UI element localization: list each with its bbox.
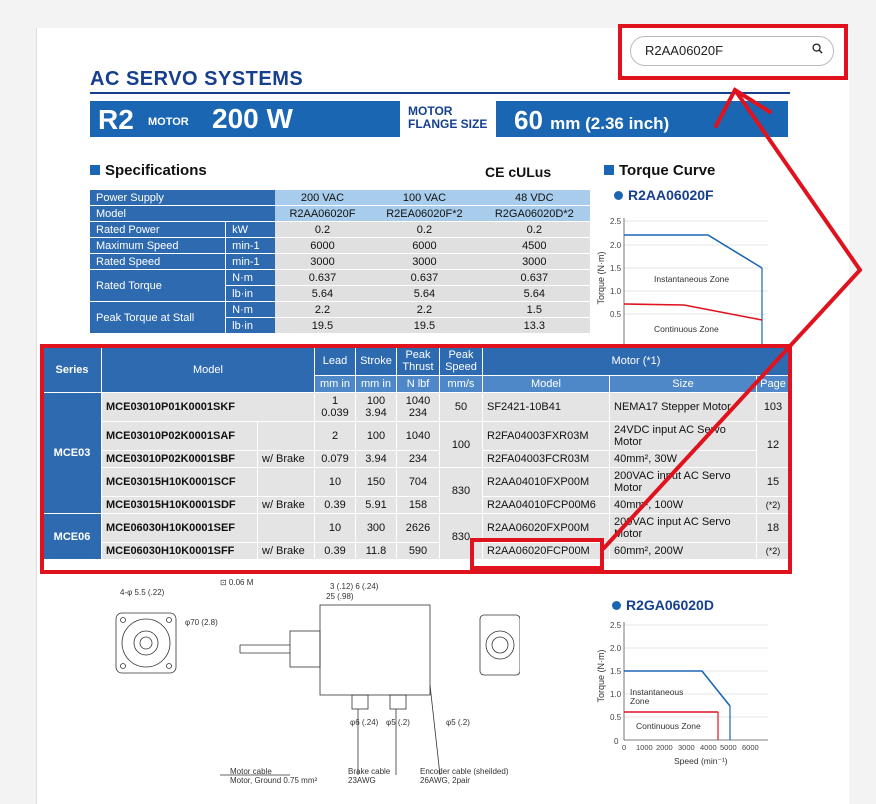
svg-text:6000: 6000 xyxy=(742,743,759,752)
svg-text:⊡ 0.06 M: ⊡ 0.06 M xyxy=(220,578,254,587)
model-cell: MCE06030H10K0001SFF xyxy=(102,543,258,560)
lead-cell: 10 xyxy=(315,514,356,543)
svg-text:4000: 4000 xyxy=(700,743,717,752)
spec-value: 48 VDC xyxy=(479,190,590,206)
spec-value: 1.5 xyxy=(479,302,590,318)
spec-unit: lb·in xyxy=(226,286,275,302)
flange-size: 60 mm (2.36 inch) xyxy=(514,105,670,135)
lead-cell: 10 xyxy=(315,468,356,497)
dimension-drawing xyxy=(90,575,520,795)
size-cell: 40mm², 30W xyxy=(610,451,757,468)
spec-value: 3000 xyxy=(275,254,371,270)
page-title: AC SERVO SYSTEMS xyxy=(90,68,304,90)
svg-text:0: 0 xyxy=(614,737,619,746)
spec-label: Rated Torque xyxy=(90,270,226,302)
size-cell: 40mm², 100W xyxy=(610,497,757,514)
svg-text:0.5: 0.5 xyxy=(610,713,622,722)
lead-cell: 0.39 xyxy=(315,543,356,560)
chart1-title: R2AA06020F xyxy=(614,187,714,203)
brake-cell: w/ Brake xyxy=(258,451,315,468)
spec-value: 4500 xyxy=(479,238,590,254)
spec-value: 13.3 xyxy=(479,318,590,334)
page-cell: 15 xyxy=(757,468,790,497)
unit-thrust: N lbf xyxy=(397,376,440,393)
series-cell: MCE03 xyxy=(43,393,102,514)
spec-value: 5.64 xyxy=(275,286,371,302)
stroke-cell: 11.8 xyxy=(356,543,397,560)
stroke-cell: 3.94 xyxy=(356,451,397,468)
spec-label: Power Supply xyxy=(90,190,275,206)
svg-text:0: 0 xyxy=(622,743,627,752)
col-stroke: Stroke xyxy=(356,347,397,376)
svg-text:3000: 3000 xyxy=(678,743,695,752)
spec-label: Peak Torque at Stall xyxy=(90,302,226,334)
cell-highlight-box xyxy=(470,538,604,570)
svg-text:1.5: 1.5 xyxy=(610,264,622,273)
svg-text:26AWG, 2pair: 26AWG, 2pair xyxy=(420,776,470,785)
page-cell: (*2) xyxy=(757,543,790,560)
svg-text:1000: 1000 xyxy=(636,743,653,752)
spec-table xyxy=(90,190,590,334)
product-banner xyxy=(90,101,788,137)
spec-label: Rated Power xyxy=(90,222,226,238)
spec-unit: N·m xyxy=(226,302,275,318)
spec-unit: min-1 xyxy=(226,238,275,254)
stroke-cell: 150 xyxy=(356,468,397,497)
spec-row xyxy=(90,238,590,254)
spec-value: 0.2 xyxy=(370,222,478,238)
svg-text:1.5: 1.5 xyxy=(610,667,622,676)
svg-text:Instantaneous: Instantaneous xyxy=(630,687,684,697)
svg-text:Torque (N·m): Torque (N·m) xyxy=(596,649,606,703)
specs-heading: Specifications xyxy=(90,162,207,179)
spec-value: 100 VAC xyxy=(370,190,478,206)
spec-value: R2GA06020D*2 xyxy=(479,206,590,222)
flange-label: MOTOR FLANGE SIZE xyxy=(408,104,488,131)
svg-text:2.5: 2.5 xyxy=(610,217,622,226)
svg-text:φ5 (.2): φ5 (.2) xyxy=(386,718,410,727)
size-cell: 200VAC input AC Servo Motor xyxy=(610,468,757,497)
model-cell: MCE03010P02K0001SAF xyxy=(102,422,258,451)
col-peak-thrust: Peak Thrust xyxy=(397,347,440,376)
size-cell: NEMA17 Stepper Motor xyxy=(610,393,757,422)
thrust-cell: 158 xyxy=(397,497,440,514)
col-page: Page xyxy=(757,376,790,393)
spec-value: 19.5 xyxy=(370,318,478,334)
spec-value: R2AA06020F xyxy=(275,206,371,222)
svg-text:Continuous Zone: Continuous Zone xyxy=(636,721,701,731)
motor-model-cell: R2FA04003FCR03M xyxy=(483,451,610,468)
stroke-cell: 100 xyxy=(356,422,397,451)
motor-model-cell: R2AA06020FCP00M xyxy=(483,543,610,560)
speed-cell: 100 xyxy=(440,422,483,468)
series-label: R2 xyxy=(98,104,134,135)
svg-text:Brake cable: Brake cable xyxy=(348,767,391,776)
spec-value: 19.5 xyxy=(275,318,371,334)
torque-chart-1 xyxy=(596,208,786,346)
model-cell: MCE03015H10K0001SCF xyxy=(102,468,258,497)
speed-cell: 830 xyxy=(440,468,483,514)
col-model: Model xyxy=(102,347,315,393)
motor-model-cell: SF2421-10B41 xyxy=(483,393,610,422)
spec-unit: min-1 xyxy=(226,254,275,270)
spec-unit: kW xyxy=(226,222,275,238)
spec-row xyxy=(90,190,590,206)
lead-cell: 0.39 xyxy=(315,497,356,514)
torque-chart-2 xyxy=(596,616,786,772)
svg-text:2.5: 2.5 xyxy=(610,621,622,630)
svg-text:2000: 2000 xyxy=(656,743,673,752)
model-cell: MCE03010P02K0001SBF xyxy=(102,451,258,468)
spec-label: Rated Speed xyxy=(90,254,226,270)
svg-text:φ5 (.2): φ5 (.2) xyxy=(446,718,470,727)
spec-value: 200 VAC xyxy=(275,190,371,206)
svg-text:0.5: 0.5 xyxy=(610,310,622,319)
stroke-cell: 5.91 xyxy=(356,497,397,514)
spec-row xyxy=(90,222,590,238)
svg-text:1.0: 1.0 xyxy=(610,690,622,699)
col-peak-speed: Peak Speed xyxy=(440,347,483,376)
spec-unit: lb·in xyxy=(226,318,275,334)
spec-value: 0.2 xyxy=(275,222,371,238)
lead-cell: 1 0.039 xyxy=(315,393,356,422)
model-cell: MCE03010P01K0001SKF xyxy=(102,393,315,422)
stroke-cell: 100 3.94 xyxy=(356,393,397,422)
page-cell: 12 xyxy=(757,422,790,468)
thrust-cell: 1040 234 xyxy=(397,393,440,422)
lead-cell: 2 xyxy=(315,422,356,451)
svg-text:4-φ 5.5 (.22): 4-φ 5.5 (.22) xyxy=(120,588,165,597)
motor-model-cell: R2AA04010FXP00M xyxy=(483,468,610,497)
size-cell: 24VDC input AC Servo Motor xyxy=(610,422,757,451)
svg-text:3 (.12) 6 (.24): 3 (.12) 6 (.24) xyxy=(330,582,379,591)
svg-text:φ70 (2.8): φ70 (2.8) xyxy=(185,618,218,627)
speed-cell: 830 xyxy=(440,514,483,560)
table-highlight-box xyxy=(40,344,792,574)
spec-value: 2.2 xyxy=(370,302,478,318)
title-rule xyxy=(90,92,790,94)
col-motor: Motor (*1) xyxy=(483,347,790,376)
svg-text:Motor, Ground 0.75 mm²: Motor, Ground 0.75 mm² xyxy=(230,776,318,785)
page-cell: 103 xyxy=(757,393,790,422)
spec-value: 6000 xyxy=(370,238,478,254)
chart2-title: R2GA06020D xyxy=(612,597,714,613)
spec-label: Model xyxy=(90,206,275,222)
col-lead: Lead xyxy=(315,347,356,376)
svg-text:23AWG: 23AWG xyxy=(348,776,376,785)
spec-row xyxy=(90,206,590,222)
svg-text:φ6 (.24): φ6 (.24) xyxy=(350,718,379,727)
thrust-cell: 234 xyxy=(397,451,440,468)
thrust-cell: 704 xyxy=(397,468,440,497)
spec-value: 0.637 xyxy=(275,270,371,286)
lead-cell: 0.079 xyxy=(315,451,356,468)
torque-heading: Torque Curve xyxy=(604,162,715,179)
svg-text:2.0: 2.0 xyxy=(610,644,622,653)
unit-lead: mm in xyxy=(315,376,356,393)
search-highlight-box xyxy=(618,24,848,80)
spec-unit: N·m xyxy=(226,270,275,286)
motor-model-cell: R2FA04003FXR03M xyxy=(483,422,610,451)
svg-text:2.0: 2.0 xyxy=(610,241,622,250)
spec-row xyxy=(90,270,590,286)
spec-value: 2.2 xyxy=(275,302,371,318)
col-size: Size xyxy=(610,376,757,393)
search-value: R2AA06020F xyxy=(645,43,724,58)
unit-speed: mm/s xyxy=(440,376,483,393)
cert-marks: CE cULus xyxy=(485,164,552,180)
thrust-cell: 2626 xyxy=(397,514,440,543)
brake-cell: w/ Brake xyxy=(258,543,315,560)
spec-value: 3000 xyxy=(370,254,478,270)
spec-row xyxy=(90,302,590,318)
page-cell: (*2) xyxy=(757,497,790,514)
model-cell: MCE06030H10K0001SEF xyxy=(102,514,258,543)
power-label: 200 W xyxy=(212,103,293,134)
spec-value: 0.637 xyxy=(479,270,590,286)
unit-stroke: mm in xyxy=(356,376,397,393)
thrust-cell: 1040 xyxy=(397,422,440,451)
size-cell: 200VAC input AC Servo Motor xyxy=(610,514,757,543)
thrust-cell: 590 xyxy=(397,543,440,560)
page-cell: 18 xyxy=(757,514,790,543)
svg-text:Zone: Zone xyxy=(630,696,650,706)
svg-text:Encoder cable (sheilded): Encoder cable (sheilded) xyxy=(420,767,509,776)
size-cell: 60mm², 200W xyxy=(610,543,757,560)
svg-text:Instantaneous Zone: Instantaneous Zone xyxy=(654,274,730,284)
brake-cell: w/ Brake xyxy=(258,497,315,514)
speed-cell: 50 xyxy=(440,393,483,422)
motor-model-cell: R2AA06020FXP00M xyxy=(483,514,610,543)
stroke-cell: 300 xyxy=(356,514,397,543)
col-motor-model: Model xyxy=(483,376,610,393)
spec-value: 3000 xyxy=(479,254,590,270)
svg-text:5000: 5000 xyxy=(720,743,737,752)
spec-value: 0.637 xyxy=(370,270,478,286)
spec-value: 0.2 xyxy=(479,222,590,238)
svg-text:Torque (N·m): Torque (N·m) xyxy=(596,251,606,305)
spec-value: 5.64 xyxy=(479,286,590,302)
col-series: Series xyxy=(43,347,102,393)
spec-row xyxy=(90,254,590,270)
spec-value: R2EA06020F*2 xyxy=(370,206,478,222)
svg-text:1.0: 1.0 xyxy=(610,287,622,296)
spec-label: Maximum Speed xyxy=(90,238,226,254)
svg-text:25 (.98): 25 (.98) xyxy=(326,592,354,601)
spec-value: 6000 xyxy=(275,238,371,254)
spec-value: 5.64 xyxy=(370,286,478,302)
model-cell: MCE03015H10K0001SDF xyxy=(102,497,258,514)
svg-text:Motor cable: Motor cable xyxy=(230,767,272,776)
series-cell: MCE06 xyxy=(43,514,102,560)
svg-text:Speed (min⁻¹): Speed (min⁻¹) xyxy=(674,756,728,766)
motor-model-cell: R2AA04010FCP00M6 xyxy=(483,497,610,514)
motor-label: MOTOR xyxy=(148,116,189,128)
svg-text:Continuous Zone: Continuous Zone xyxy=(654,324,719,334)
